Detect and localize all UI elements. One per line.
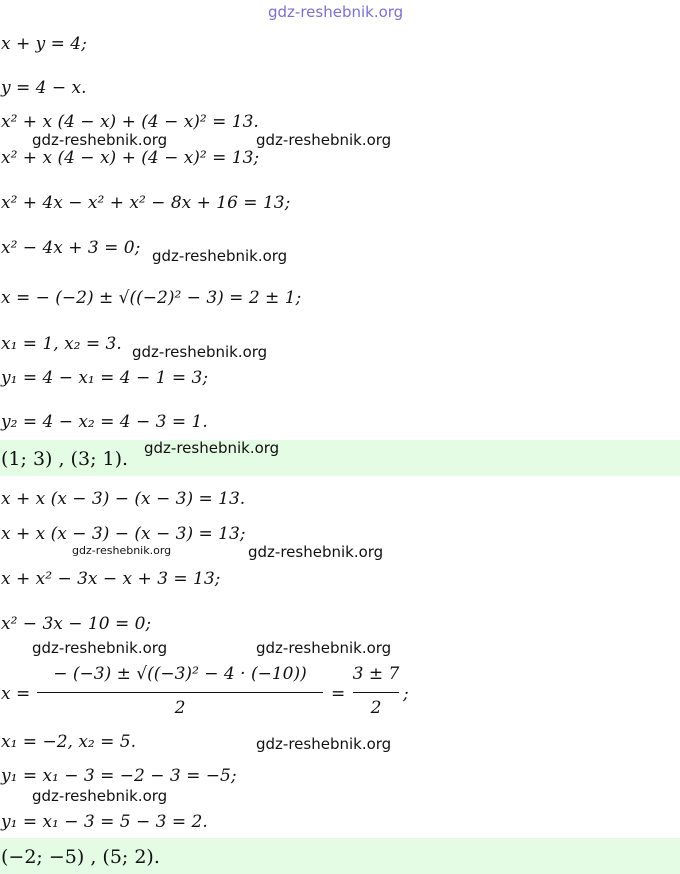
watermark: gdz-reshebnik.org	[256, 131, 392, 149]
fraction-denominator: 2	[370, 698, 382, 718]
fraction-bar	[353, 692, 399, 693]
watermark: gdz-reshebnik.org	[32, 639, 168, 657]
watermark: gdz-reshebnik.org	[132, 343, 268, 361]
watermark-top: gdz-reshebnik.org	[268, 3, 404, 21]
watermark: gdz-reshebnik.org	[256, 735, 392, 753]
equation-line: y₁ = x₁ − 3 = −2 − 3 = −5;	[1, 766, 237, 786]
watermark: gdz-reshebnik.org	[32, 131, 168, 149]
watermark: gdz-reshebnik.org	[32, 787, 168, 805]
watermark: gdz-reshebnik.org	[248, 543, 384, 561]
fraction-tail: ;	[403, 684, 409, 704]
fraction-numerator: 3 ± 7	[352, 664, 400, 684]
equation-line: x² + x (4 − x) + (4 − x)² = 13.	[1, 112, 259, 132]
watermark: gdz-reshebnik.org	[144, 439, 280, 457]
equation-line: x² + x (4 − x) + (4 − x)² = 13;	[1, 148, 260, 168]
fraction-equals: =	[331, 684, 346, 704]
equation-line: y = 4 − x.	[1, 78, 87, 98]
fraction-denominator: 2	[174, 698, 186, 718]
fraction-bar	[37, 692, 323, 693]
equation-line: x² + 4x − x² + x² − 8x + 16 = 13;	[1, 193, 291, 213]
equation-line: x² − 4x + 3 = 0;	[1, 238, 141, 258]
equation-line: x₁ = −2, x₂ = 5.	[1, 732, 136, 752]
watermark: gdz-reshebnik.org	[152, 247, 288, 265]
equation-line: x = − (−2) ± √((−2)² − 3) = 2 ± 1;	[1, 288, 302, 308]
equation-line: x + x² − 3x − x + 3 = 13;	[1, 569, 221, 589]
quadratic-formula	[1, 648, 421, 723]
answer-text: (−2; −5) , (5; 2).	[1, 846, 160, 868]
equation-line: y₁ = 4 − x₁ = 4 − 1 = 3;	[1, 368, 209, 388]
answer-text: (1; 3) , (3; 1).	[1, 448, 129, 470]
equation-line: x + x (x − 3) − (x − 3) = 13;	[1, 524, 246, 544]
watermark: gdz-reshebnik.org	[256, 639, 392, 657]
fraction-numerator: − (−3) ± √((−3)² − 4 · (−10))	[53, 664, 307, 684]
watermark: gdz-reshebnik.org	[72, 544, 172, 557]
equation-line: x + x (x − 3) − (x − 3) = 13.	[1, 489, 246, 509]
equation-line: x + y = 4;	[1, 34, 87, 54]
equation-line: y₁ = x₁ − 3 = 5 − 3 = 2.	[1, 812, 208, 832]
equation-line: x₁ = 1, x₂ = 3.	[1, 334, 122, 354]
equation-line: x² − 3x − 10 = 0;	[1, 614, 152, 634]
fraction-lhs: x =	[1, 684, 31, 704]
equation-line: y₂ = 4 − x₂ = 4 − 3 = 1.	[1, 412, 208, 432]
